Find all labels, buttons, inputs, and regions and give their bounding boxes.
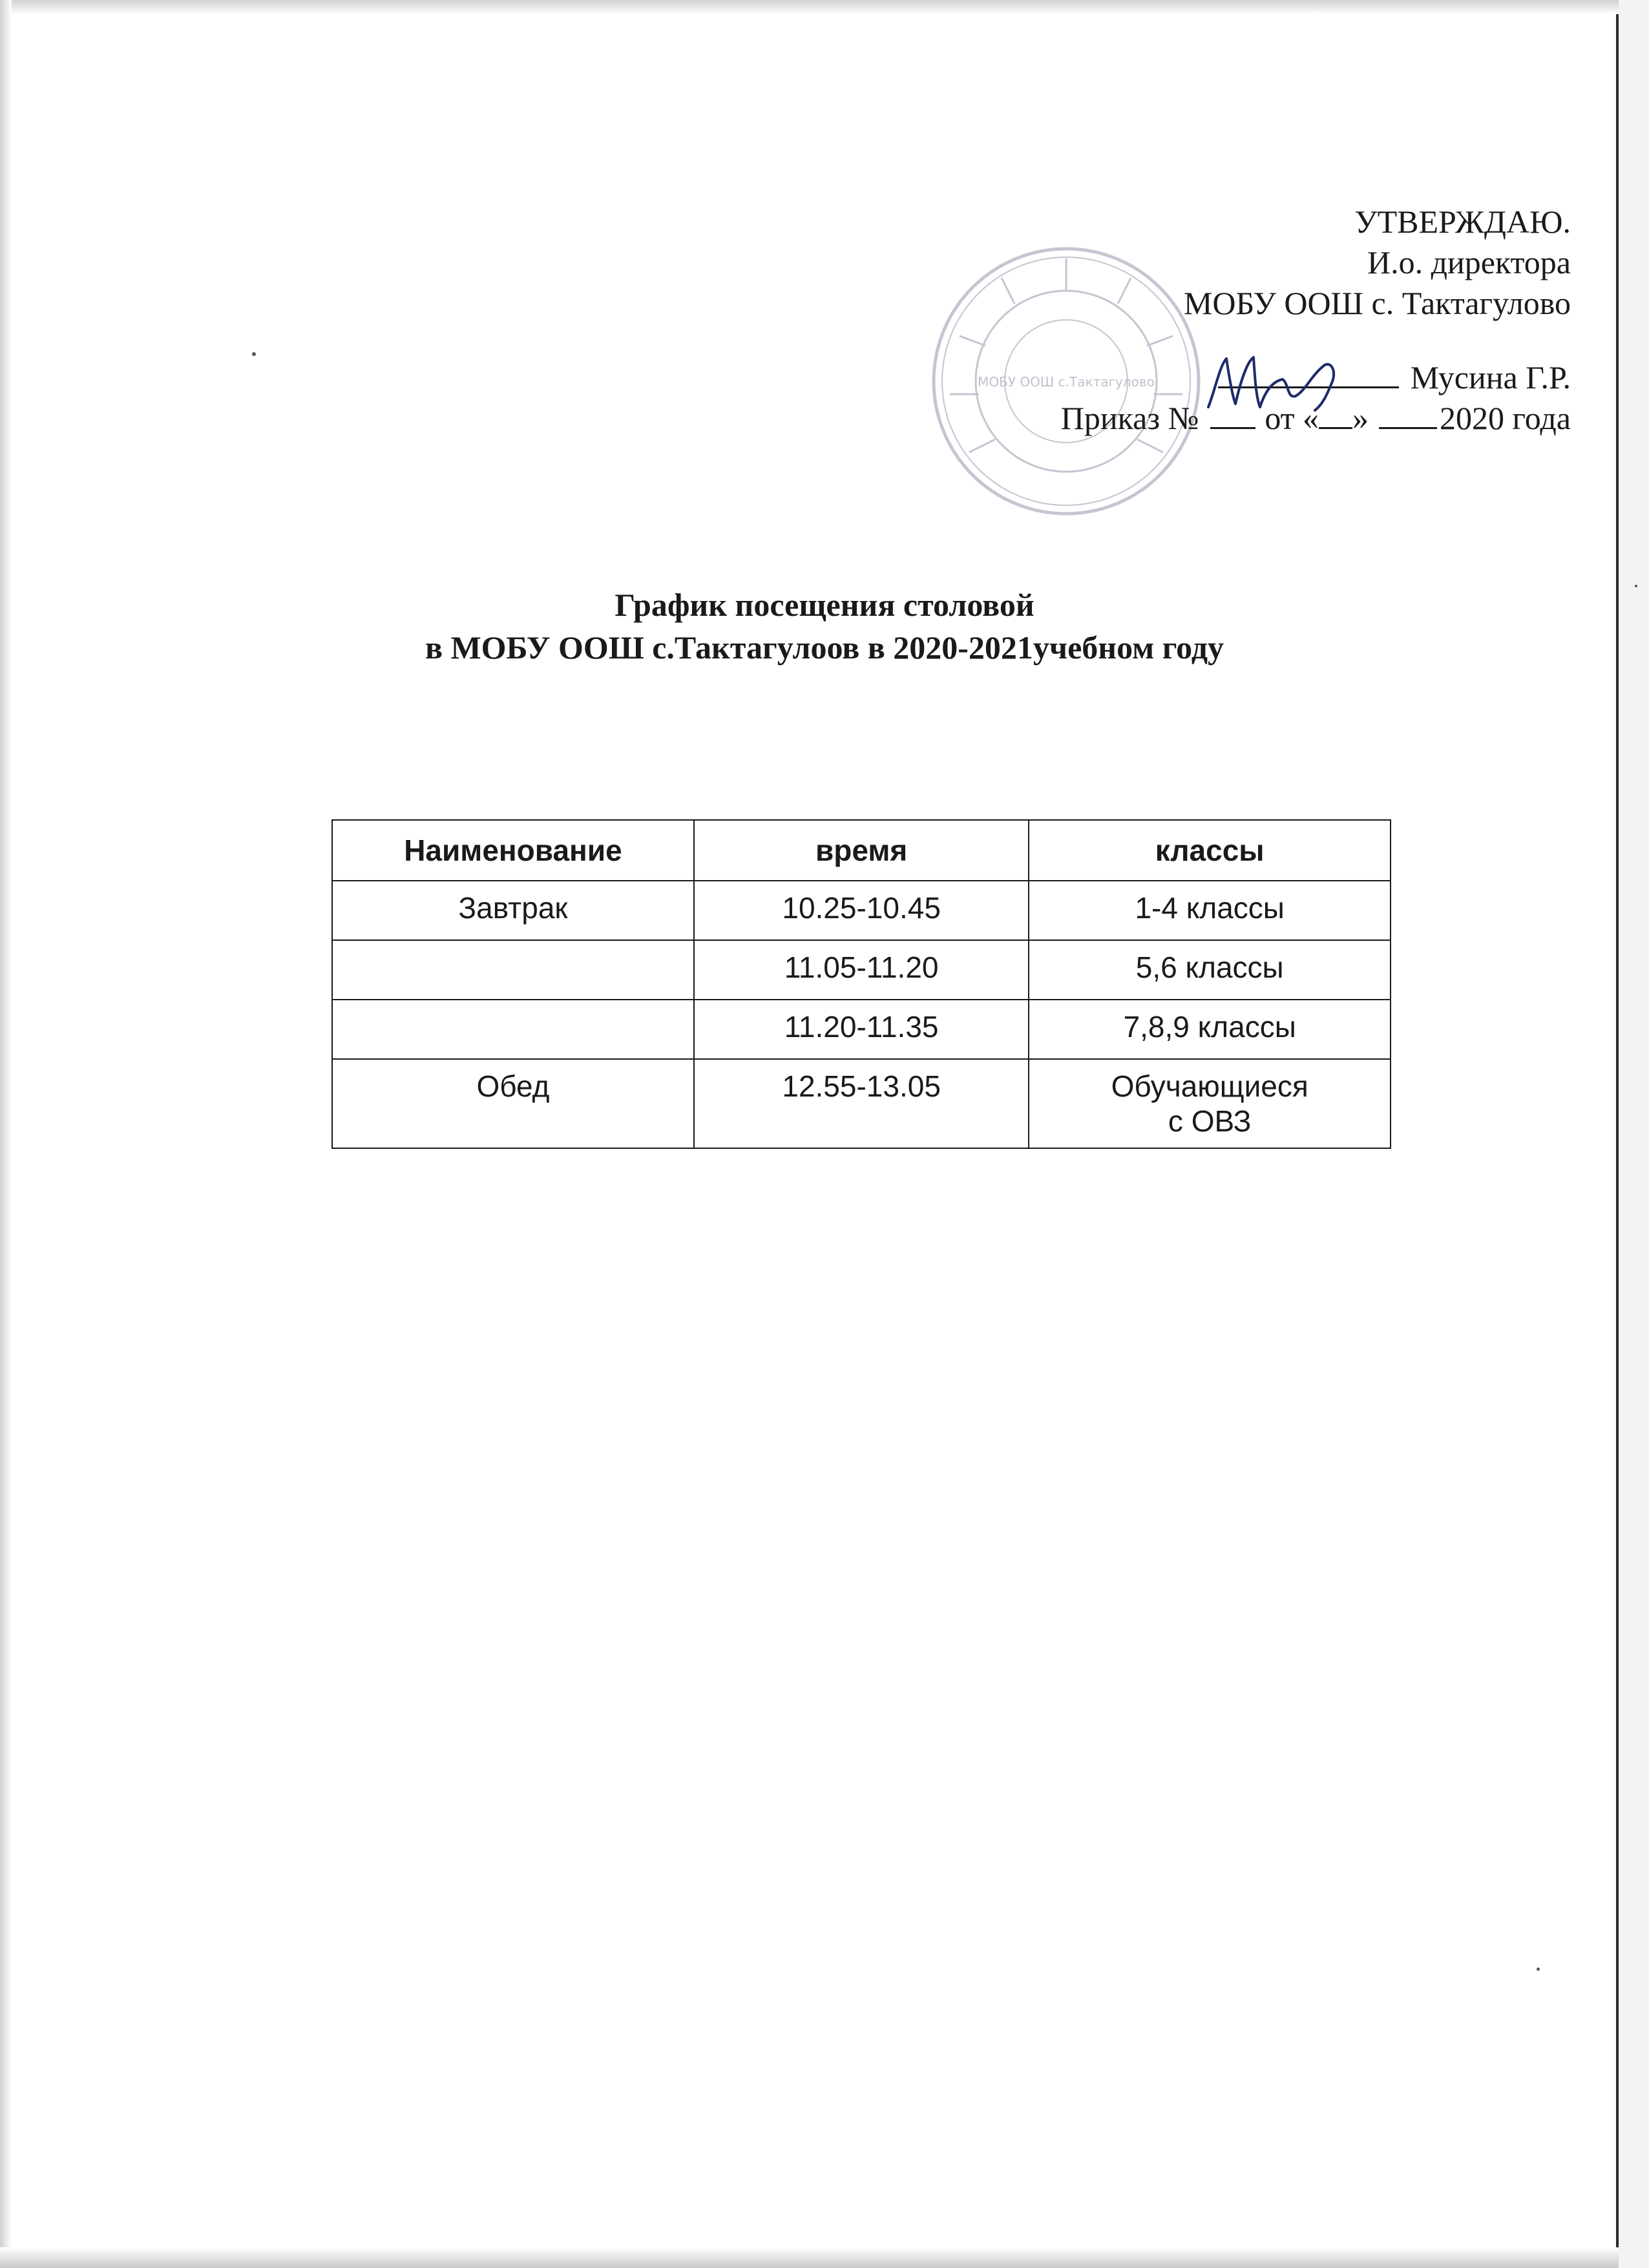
table-row [332, 1059, 1391, 1148]
canteen-schedule-table [331, 819, 1391, 1149]
header-classes: классы [1029, 820, 1391, 881]
cell-text: 11.20-11.35 [784, 1010, 939, 1044]
order-year: 2020 года [1440, 400, 1571, 436]
order-close-quote: » [1352, 400, 1369, 436]
cell-text: 12.55-13.05 [782, 1069, 941, 1103]
table-row [332, 1000, 1391, 1059]
cell-meal [332, 1059, 694, 1148]
table-header-row [332, 820, 1391, 881]
order-from: от « [1265, 400, 1319, 436]
cell-classes [1029, 940, 1391, 1000]
scan-left-shadow [0, 0, 12, 2268]
scan-top-shadow [0, 0, 1619, 14]
signature-line [795, 357, 1571, 398]
approval-block [795, 202, 1571, 439]
cell-text: 5,6 классы [1135, 950, 1284, 984]
scan-speck [252, 352, 256, 356]
approval-heading: УТВЕРЖДАЮ. [1354, 204, 1571, 240]
cell-time [694, 1059, 1029, 1148]
order-month-blank [1379, 401, 1437, 429]
cell-text: 7,8,9 классы [1123, 1010, 1296, 1044]
header-name: Наименование [332, 820, 694, 881]
header-time: время [694, 820, 1029, 881]
cell-meal [332, 1000, 694, 1059]
scan-speck [1635, 585, 1637, 587]
cell-text: Завтрак [458, 891, 568, 925]
scan-bottom-edge [0, 2247, 1619, 2268]
table-row [332, 940, 1391, 1000]
cell-text: Обучающиеся с ОВЗ [1111, 1069, 1308, 1138]
stamp-center-text: МОБУ ООШ с.Тактагулово [978, 374, 1155, 390]
handwritten-signature [1202, 346, 1357, 417]
cell-time [694, 1000, 1029, 1059]
document-title [0, 583, 1649, 669]
order-prefix: Приказ № [1060, 400, 1199, 436]
cell-classes [1029, 881, 1391, 940]
cell-classes [1029, 1000, 1391, 1059]
order-line [795, 398, 1571, 439]
cell-text: 11.05-11.20 [784, 950, 939, 984]
scan-speck [1537, 1968, 1540, 1971]
cell-text: Обед [476, 1069, 550, 1103]
cell-text: 10.25-10.45 [782, 891, 941, 925]
cell-classes [1029, 1059, 1391, 1148]
cell-time [694, 940, 1029, 1000]
cell-meal [332, 881, 694, 940]
title-line-1: График посещения столовой [614, 587, 1035, 623]
table-row [332, 881, 1391, 940]
cell-time [694, 881, 1029, 940]
approval-school: МОБУ ООШ с. Тактагулово [1183, 285, 1571, 321]
cell-meal [332, 940, 694, 1000]
approval-position: И.о. директора [1367, 244, 1571, 280]
title-line-2: в МОБУ ООШ с.Тактагулоов в 2020-2021учебном году [425, 629, 1224, 666]
cell-text: 1-4 классы [1135, 891, 1285, 925]
signer-name: Мусина Г.Р. [1410, 359, 1571, 395]
